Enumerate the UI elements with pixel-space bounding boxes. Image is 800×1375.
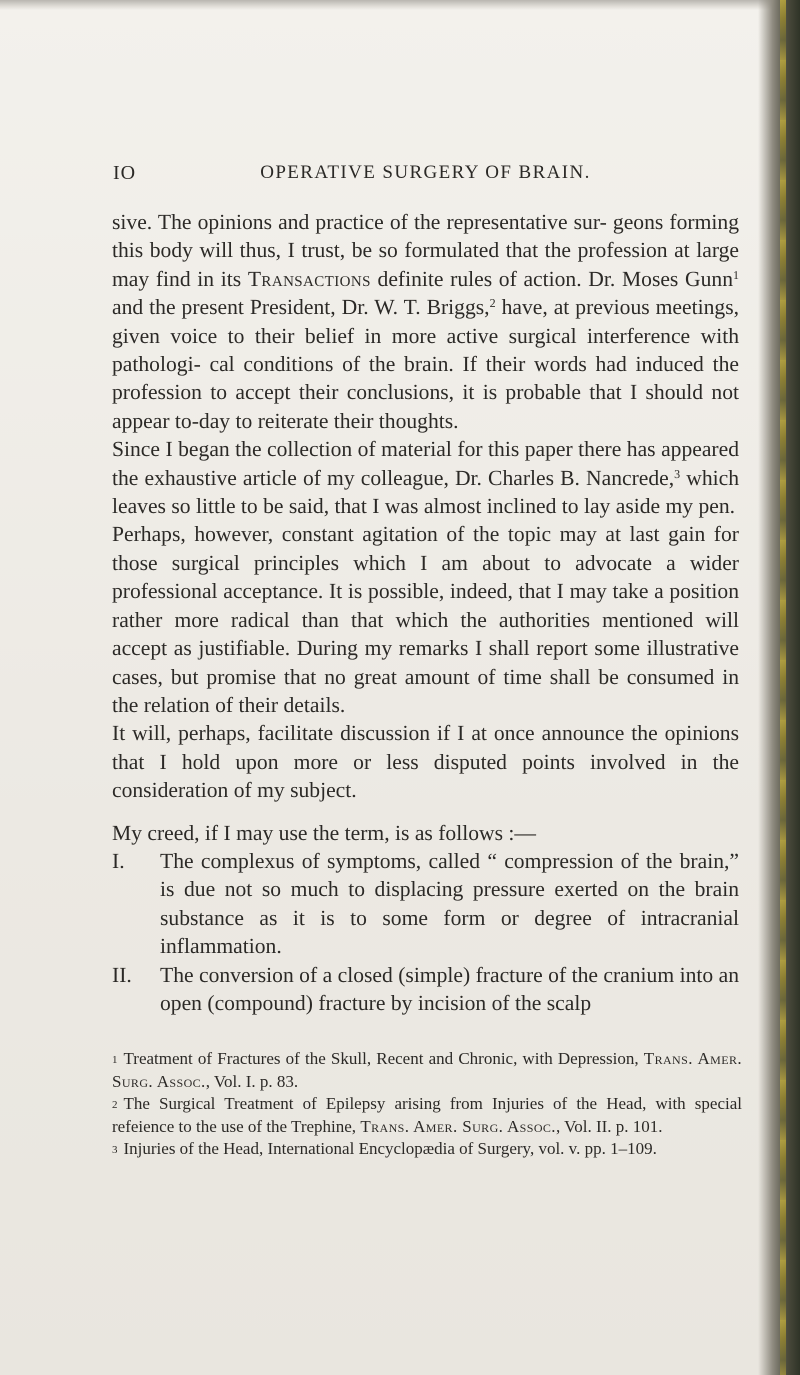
creed-number-2: II. <box>112 962 132 987</box>
footnote-mark-2: 2 <box>112 1099 118 1111</box>
page-top-edge <box>0 0 800 10</box>
footnote-1-journal: Trans. Amer. Surg. Assoc. <box>112 1049 742 1091</box>
footnote-2-text-a: The Surgical Treatment of Epilepsy arising from Injuries of the Head, with special refeience to the use of the Trephine, <box>112 1094 742 1136</box>
creed-text-2: The conversion of a closed (simple) fracture of the cranium into an open (compound) fracture by incision of the scalp <box>160 962 739 1015</box>
paragraph-2-text-a: Since I began the collection of material for this paper there has appeared the exhaustive article of my colleague, Dr. Charles B. Nancrede, <box>112 437 739 490</box>
book-spine-stripe <box>780 0 786 1375</box>
footnote-1-text-a: Treatment of Fractures of the Skull, Recent and Chronic, with Depression, <box>123 1049 644 1068</box>
paragraph-4: It will, perhaps, facilitate discussion if I at once announce the opinions that I hold upon more or less disputed points involved in the consideration of my subject. <box>112 721 739 803</box>
footnote-ref-1: 1 <box>733 267 739 282</box>
creed-text-1: The complexus of symptoms, called “ compression of the brain,” is due not so much to displacing pressure exerted on the brain substance as it is to some form or degree of intracranial inflammation. <box>160 848 739 959</box>
footnote-1 <box>112 1048 742 1093</box>
footnote-2-journal: Trans. Amer. Surg. Assoc. <box>360 1117 556 1136</box>
paragraph-2-text-b: which leaves so little to be said, that I was almost inclined to lay aside my pen. <box>112 465 740 519</box>
footnote-ref-3: 3 <box>674 466 681 481</box>
creed-item-1 <box>112 847 739 961</box>
paragraph-1-text-b: definite rules of action. Dr. Moses Gunn <box>370 266 733 291</box>
running-head <box>113 162 738 192</box>
creed-number-1: I. <box>112 848 125 873</box>
footnote-1-text-b: , Vol. I. p. 83. <box>205 1072 299 1091</box>
footnote-ref-2: 2 <box>489 296 496 311</box>
running-title: OPERATIVE SURGERY OF BRAIN. <box>260 162 591 183</box>
footnote-mark-3: 3 <box>112 1144 118 1156</box>
page-number: IO <box>113 162 137 184</box>
creed-item-2 <box>112 961 739 1018</box>
book-spine-edge <box>758 0 800 1375</box>
paragraph-5: My creed, if I may use the term, is as follows :— <box>112 820 536 845</box>
footnote-mark-1: 1 <box>112 1054 118 1066</box>
footnote-3-text-a: Injuries of the Head, International Encyclopædia of Surgery, vol. v. pp. 1–109. <box>123 1139 657 1158</box>
paragraph-1-text-c: and the present President, Dr. W. T. Briggs, <box>112 295 490 320</box>
transactions-smallcaps: Transactions <box>247 266 371 291</box>
paragraph-1 <box>112 208 739 435</box>
footnote-3 <box>112 1138 742 1161</box>
paragraph-2 <box>112 435 739 520</box>
paragraph-gap <box>112 805 739 819</box>
paragraph-1-text-d: have, at previous meetings, given voice to their belief in more active surgical interference with pathologi- cal conditions of the brain. If their words had induced the profession to accept their conclusions, it is probable that I should not appear to-day to reiterate their thoughts. <box>112 295 739 433</box>
footnotes <box>112 1048 742 1161</box>
paragraph-1-text-a: sive. The opinions and practice of the representative sur- geons forming this body will thus, I trust, be so formulated that the profession at large may find in its <box>112 210 739 291</box>
body-text <box>112 208 739 1017</box>
footnote-2 <box>112 1093 742 1138</box>
footnote-2-text-b: , Vol. II. p. 101. <box>555 1117 663 1136</box>
paragraph-3: Perhaps, however, constant agitation of the topic may at last gain for those surgical principles which I am about to advocate a wider professional acceptance. It is possible, indeed, that I may take a position rather more radical than that which the authorities mentioned will accept as justifiable. During my remarks I shall report some illustrative cases, but promise that no great amount of time shall be consumed in the relation of their details. <box>112 522 739 717</box>
